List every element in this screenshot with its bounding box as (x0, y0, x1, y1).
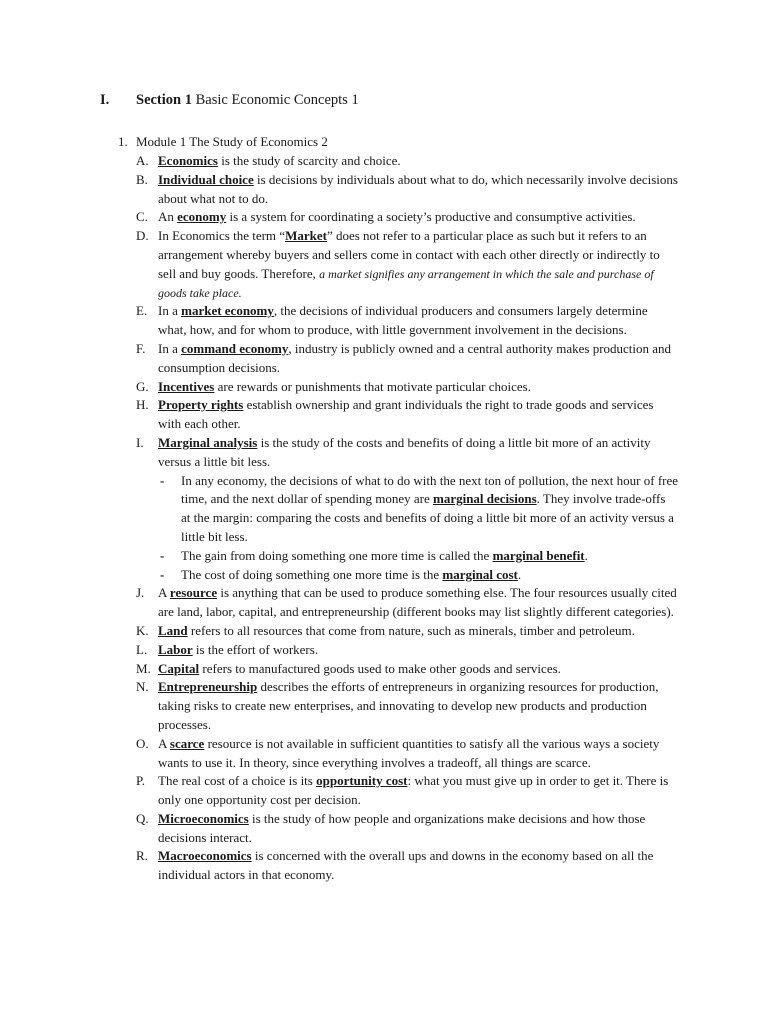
item-text (158, 847, 678, 885)
list-item (118, 227, 678, 302)
list-item (118, 152, 678, 171)
list-item (118, 660, 678, 679)
item-text (158, 396, 678, 434)
body-text: In Economics the term “ (158, 228, 286, 244)
list-item (118, 772, 678, 810)
list-item (118, 641, 678, 660)
body-text: establish ownership and grant individuals the right to trade goods and services with each other. (158, 397, 654, 432)
item-letter: J. (136, 585, 145, 601)
list-item (118, 340, 678, 378)
body-text: The cost of doing something one more time is the (181, 566, 443, 582)
item-letter: N. (136, 679, 149, 695)
item-text (158, 434, 678, 472)
item-letter: M. (136, 660, 151, 676)
item-letter: R. (136, 848, 148, 864)
sub-item-text (181, 547, 678, 566)
body-text: is the study of how people and organizations make decisions and how those decisions interact. (158, 810, 646, 845)
key-term: marginal benefit (492, 547, 585, 563)
list-item (118, 678, 678, 734)
body-text: In a (158, 303, 182, 319)
item-text (158, 735, 678, 773)
body-text: A (158, 585, 170, 601)
item-text (158, 171, 678, 209)
key-term: command economy (181, 340, 289, 356)
section-label: Section 1 (136, 92, 192, 108)
body-text: . (517, 566, 522, 582)
key-term: Market (285, 228, 327, 244)
item-letter: Q. (136, 810, 149, 826)
body-text: is a system for coordinating a society’s productive and consumptive activities. (226, 209, 636, 225)
item-letter: H. (136, 397, 149, 413)
sub-item-text (181, 566, 678, 585)
body-text: The gain from doing something one more time is called the (181, 547, 493, 563)
item-letter: L. (136, 641, 148, 657)
key-term: resource (169, 585, 218, 601)
item-letter: D. (136, 228, 149, 244)
key-term: Incentives (158, 378, 215, 394)
module-number: 1. (118, 134, 128, 149)
key-term: scarce (169, 735, 205, 751)
body-text: is the study of the costs and benefits of doing a little bit more of an activity versus a little bit less. (158, 434, 651, 469)
definition-list (118, 152, 678, 885)
body-text: An (158, 209, 178, 225)
body-text: ” does not refer to a particular place as such but it refers to an arrangement whereby buyers and sellers come in contact with each other directly or indirectly to sell and buy goods. Therefore, (158, 228, 660, 281)
body-text: are rewards or punishments that motivate particular choices. (214, 378, 531, 394)
sub-list-item (158, 547, 678, 566)
body-text: is decisions by individuals about what to do, which necessarily involve decisions about what not to do. (158, 171, 678, 206)
sub-list (158, 472, 678, 585)
item-letter: E. (136, 303, 148, 319)
list-item (118, 735, 678, 773)
list-item (118, 208, 678, 227)
item-text (158, 378, 678, 397)
list-item (118, 302, 678, 340)
section-subtitle: Basic Economic Concepts 1 (195, 92, 359, 108)
key-term: marginal decisions (432, 491, 537, 507)
key-term: Economics (158, 153, 218, 168)
body-text: In a (158, 340, 182, 356)
item-letter: B. (136, 171, 148, 187)
body-text: resource is not available in sufficient quantities to satisfy all the various ways a society wants to use it. In theory, since everything involves a tradeoff, all things are scarce. (158, 735, 660, 770)
item-letter: C. (136, 209, 148, 225)
module-heading (118, 133, 678, 152)
list-item (118, 171, 678, 209)
key-term: marginal cost (442, 566, 518, 582)
key-term: Property rights (158, 397, 244, 413)
sub-item-text (181, 472, 678, 547)
item-letter: A. (136, 153, 149, 168)
dash-bullet: - (160, 472, 165, 488)
item-text (158, 340, 678, 378)
item-text (158, 227, 678, 302)
item-text (158, 660, 678, 679)
dash-bullet: - (160, 566, 165, 582)
body-text: is concerned with the overall ups and downs in the economy based on all the individual actors in that economy. (158, 848, 654, 883)
list-item (118, 584, 678, 622)
key-term: opportunity cost (316, 773, 408, 789)
item-text (158, 152, 678, 171)
section-number: I. (100, 92, 110, 108)
body-text: A (158, 735, 170, 751)
body-text: refers to manufactured goods used to make other goods and services. (199, 660, 561, 676)
item-letter: O. (136, 735, 149, 751)
sub-list-item (158, 566, 678, 585)
list-item (118, 396, 678, 434)
list-item (118, 847, 678, 885)
body-text: In any economy, the decisions of what to do with the next ton of pollution, the next hour of free time, and the next dollar of spending money are (181, 472, 679, 507)
sub-list-item (158, 472, 678, 547)
body-text: . (584, 547, 588, 563)
key-term: Capital (158, 660, 200, 676)
dash-bullet: - (160, 547, 165, 563)
item-text (158, 584, 678, 622)
item-text (158, 622, 678, 641)
body-text: is anything that can be used to produce something else. The four resources usually cited are land, labor, capital, and entrepreneurship (different books may list slightly different categories). (158, 585, 677, 620)
module-title: Module 1 The Study of Economics 2 (136, 134, 328, 149)
item-text (158, 641, 678, 660)
body-text: , industry is publicly owned and a central authority makes production and consumption decisions. (158, 340, 672, 375)
body-text: , the decisions of individual producers and consumers largely determine what, how, and for whom to produce, with little government involvement in the decisions. (158, 303, 648, 338)
body-text: is the effort of workers. (192, 641, 319, 657)
item-letter: P. (136, 773, 146, 789)
italic-note: a market signifies any arrangement in which the sale and purchase of goods take place. (158, 266, 654, 300)
list-item (118, 622, 678, 641)
key-term: Marginal analysis (158, 434, 258, 450)
item-text (158, 302, 678, 340)
item-text (158, 772, 678, 810)
body-text: The real cost of a choice is its (158, 773, 317, 789)
item-letter: G. (136, 378, 149, 394)
item-text (158, 208, 678, 227)
key-term: Macroeconomics (158, 848, 252, 864)
key-term: market economy (181, 303, 274, 319)
item-letter: I. (136, 434, 144, 450)
item-text (158, 810, 678, 848)
key-term: Entrepreneurship (158, 679, 258, 695)
item-text (158, 678, 678, 734)
key-term: economy (177, 209, 227, 225)
body-text: refers to all resources that come from nature, such as minerals, timber and petroleum. (187, 622, 635, 638)
key-term: Land (158, 622, 188, 638)
list-item (118, 378, 678, 397)
list-item (118, 810, 678, 848)
body-text: describes the efforts of entrepreneurs in organizing resources for production, taking risks to create new enterprises, and innovating to develop new products and production processes. (158, 679, 659, 732)
body-text: : what you must give up in order to get it. There is only one opportunity cost per decision. (158, 773, 669, 808)
item-letter: K. (136, 622, 149, 638)
module-block (118, 133, 678, 885)
list-item (118, 434, 678, 584)
key-term: Microeconomics (158, 810, 249, 826)
item-letter: F. (136, 340, 146, 356)
body-text: is the study of scarcity and choice. (217, 153, 401, 168)
key-term: Labor (158, 641, 193, 657)
section-title (136, 91, 359, 110)
key-term: Individual choice (158, 171, 254, 187)
body-text: . They involve trade-offs at the margin: comparing the costs and benefits of doing a little bit more of an activity versus a little bit less. (181, 491, 674, 544)
